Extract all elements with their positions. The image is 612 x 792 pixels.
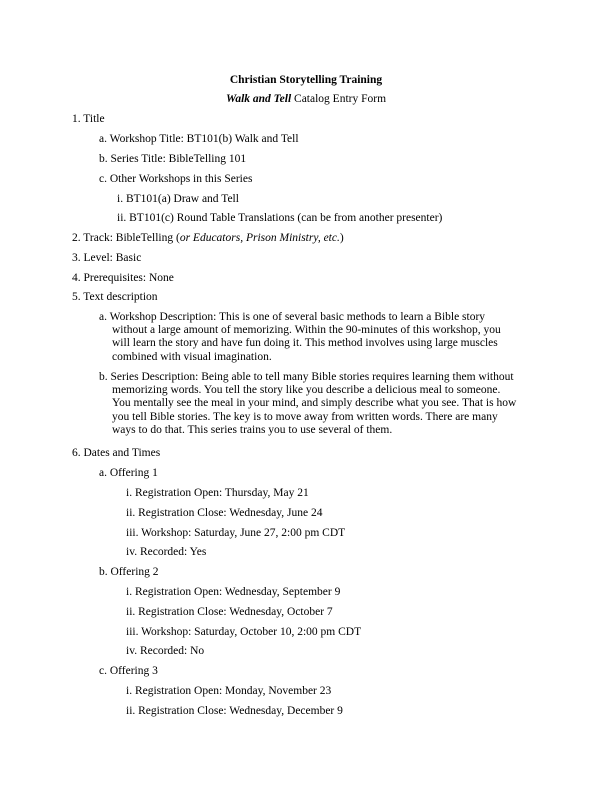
track-prefix: 2. Track: BibleTelling ( <box>72 232 180 244</box>
workshop-description-line: combined with visual imagination. <box>112 350 272 363</box>
section-title-heading: 1. Title <box>72 113 105 125</box>
track-alternatives: or Educators, Prison Ministry, etc. <box>179 232 340 244</box>
level-item: 3. Level: Basic <box>72 252 142 264</box>
track-item <box>72 231 344 245</box>
workshop-title-item: a. Workshop Title: BT101(b) Walk and Tell <box>99 133 299 145</box>
series-description <box>99 371 516 437</box>
offering-3-registration-close: ii. Registration Close: Wednesday, December 9 <box>126 705 343 717</box>
offering-3-heading: c. Offering 3 <box>99 665 158 677</box>
series-description-line: You mentally see the meal in your mind, and simply describe what you see. That is how <box>112 397 517 410</box>
subtitle-form-name: Catalog Entry Form <box>291 93 387 105</box>
series-description-line: ways to do that. This series trains you to use several of them. <box>112 423 393 436</box>
prerequisites-item: 4. Prerequisites: None <box>72 272 174 284</box>
offering-1-registration-close: ii. Registration Close: Wednesday, June 24 <box>126 507 323 519</box>
offering-3-registration-open: i. Registration Open: Monday, November 23 <box>126 685 332 697</box>
workshop-description-line: a. Workshop Description: This is one of several basic methods to learn a Bible story <box>99 311 486 323</box>
offering-2-heading: b. Offering 2 <box>99 566 159 578</box>
series-description-line: b. Series Description: Being able to tell many Bible stories requires learning them without <box>99 371 514 383</box>
offering-2-registration-open: i. Registration Open: Wednesday, September 9 <box>126 586 341 598</box>
text-description-heading: 5. Text description <box>72 291 158 303</box>
offering-2-workshop-date: iii. Workshop: Saturday, October 10, 2:00 pm CDT <box>126 626 362 638</box>
offering-2-recorded: iv. Recorded: No <box>126 645 205 657</box>
subtitle-workshop-name: Walk and Tell <box>225 93 292 105</box>
offering-1-workshop-date: iii. Workshop: Saturday, June 27, 2:00 pm CDT <box>126 527 346 539</box>
offering-2-registration-close: ii. Registration Close: Wednesday, October 7 <box>126 606 333 618</box>
document-title: Christian Storytelling Training <box>229 74 383 86</box>
series-description-line: you tell Bible stories. The key is to move away from written words. There are many <box>112 410 498 423</box>
offering-1-registration-open: i. Registration Open: Thursday, May 21 <box>126 487 309 499</box>
other-workshops-heading: c. Other Workshops in this Series <box>99 173 253 185</box>
other-workshop-item: i. BT101(a) Draw and Tell <box>117 193 239 205</box>
series-title-item: b. Series Title: BibleTelling 101 <box>99 153 247 165</box>
document-subtitle <box>0 92 612 106</box>
workshop-description <box>99 311 501 364</box>
offering-1-heading: a. Offering 1 <box>99 467 158 479</box>
workshop-description-line: will learn the story and have fun doing it. This method involves using large muscles <box>112 337 498 350</box>
other-workshop-item: ii. BT101(c) Round Table Translations (can be from another presenter) <box>117 212 443 224</box>
workshop-description-line: without a large amount of memorizing. Within the 90-minutes of this workshop, you <box>112 324 501 337</box>
series-description-line: memorizing words. You tell the story like you describe a delicious meal to someone. <box>112 384 501 397</box>
track-suffix: ) <box>339 232 344 244</box>
offering-1-recorded: iv. Recorded: Yes <box>126 546 207 558</box>
dates-heading: 6. Dates and Times <box>72 447 161 459</box>
